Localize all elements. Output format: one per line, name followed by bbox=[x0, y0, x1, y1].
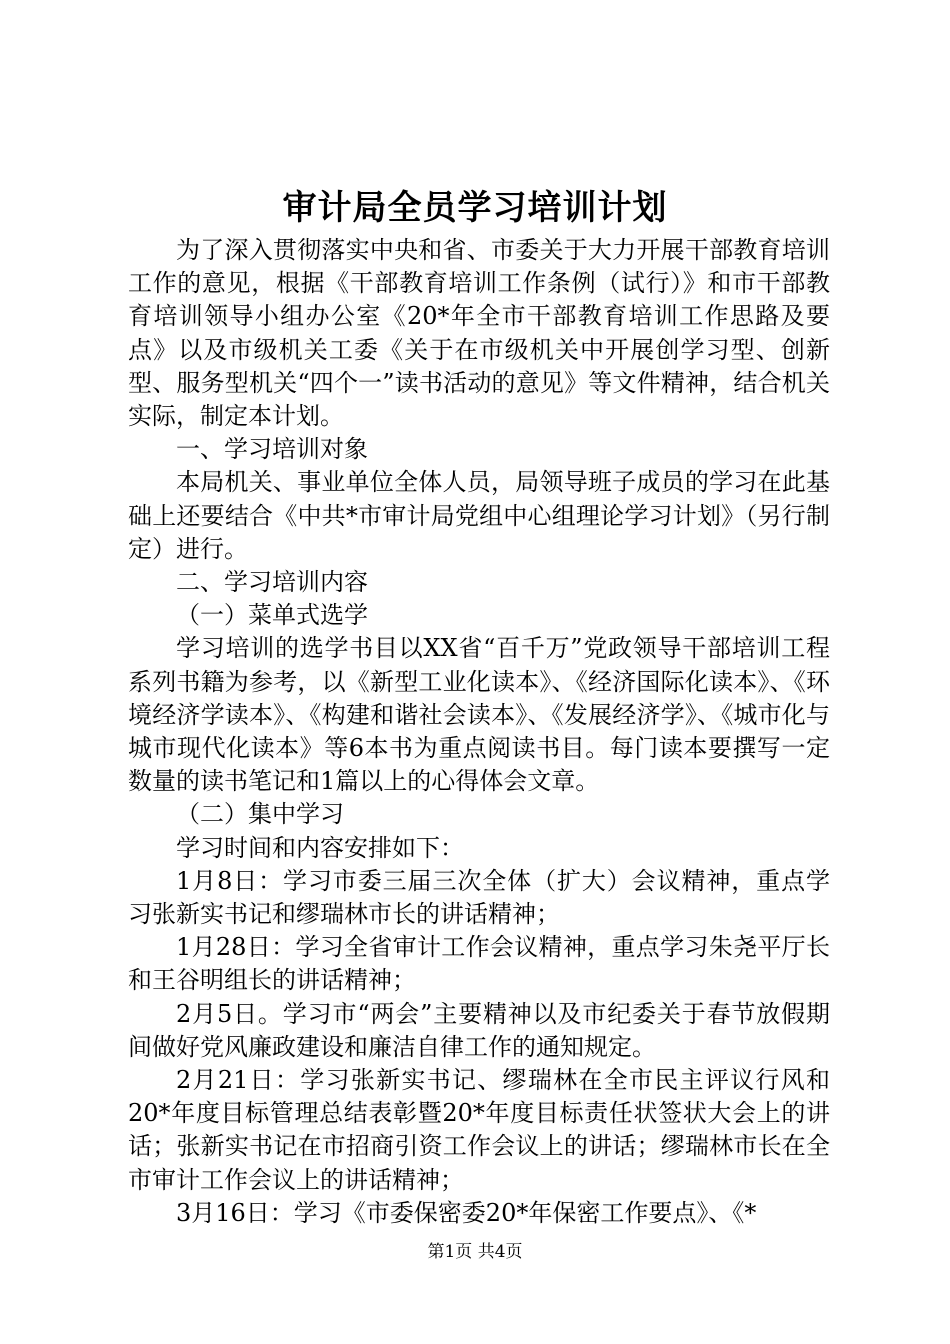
paragraph-menu-study: 学习培训的选学书目以XX省“百千万”党政领导干部培训工程系列书籍为参考，以《新型工业化读本》、《经济国际化读本》、《环境经济学读本》、《构建和谐社会读本》、《发展经济学》、《城市化与城市现代化读本》等6本书为重点阅读书目。每门读本要撰写一定数量的读书笔记和1篇以上的心得体会文章。 bbox=[128, 634, 830, 796]
schedule-item-feb-5: 2月5日。学习市“两会”主要精神以及市纪委关于春节放假期间做好党风廉政建设和廉洁自律工作的通知规定。 bbox=[128, 999, 830, 1061]
schedule-item-mar-16: 3月16日：学习《市委保密委20*年保密工作要点》、《* bbox=[176, 1198, 757, 1227]
heading-training-target: 一、学习培训对象 bbox=[176, 435, 368, 464]
paragraph-training-target: 本局机关、事业单位全体人员，局领导班子成员的学习在此基础上还要结合《中共*市审计局党组中心组理论学习计划》（另行制定）进行。 bbox=[128, 468, 830, 563]
document-title: 审计局全员学习培训计划 bbox=[282, 188, 668, 228]
page-number-footer: 第1页 共4页 bbox=[427, 1242, 523, 1262]
paragraph-intro: 为了深入贯彻落实中央和省、市委关于大力开展干部教育培训工作的意见，根据《干部教育培训工作条例（试行）》和市干部教育培训领导小组办公室《20*年全市干部教育培训工作思路及要点》以及市级机关工委《关于在市级机关中开展创学习型、创新型、服务型机关“四个一”读书活动的意见》等文件精神，结合机关实际，制定本计划。 bbox=[128, 236, 830, 431]
subheading-centralized-study: （二）集中学习 bbox=[176, 800, 344, 829]
schedule-item-jan-28: 1月28日：学习全省审计工作会议精神，重点学习朱尧平厅长和王谷明组长的讲话精神； bbox=[128, 933, 830, 995]
subheading-menu-study: （一）菜单式选学 bbox=[176, 601, 368, 630]
document-body bbox=[128, 234, 830, 1230]
heading-training-content: 二、学习培训内容 bbox=[176, 568, 368, 597]
paragraph-schedule-intro: 学习时间和内容安排如下： bbox=[176, 833, 464, 862]
schedule-item-feb-21: 2月21日：学习张新实书记、缪瑞林在全市民主评议行风和20*年度目标管理总结表彰暨20*年度目标责任状签状大会上的讲话；张新实书记在市招商引资工作会议上的讲话；缪瑞林市长在全市审计工作会议上的讲话精神； bbox=[128, 1066, 830, 1194]
schedule-item-jan-8: 1月8日：学习市委三届三次全体（扩大）会议精神，重点学习张新实书记和缪瑞林市长的讲话精神； bbox=[128, 866, 830, 929]
